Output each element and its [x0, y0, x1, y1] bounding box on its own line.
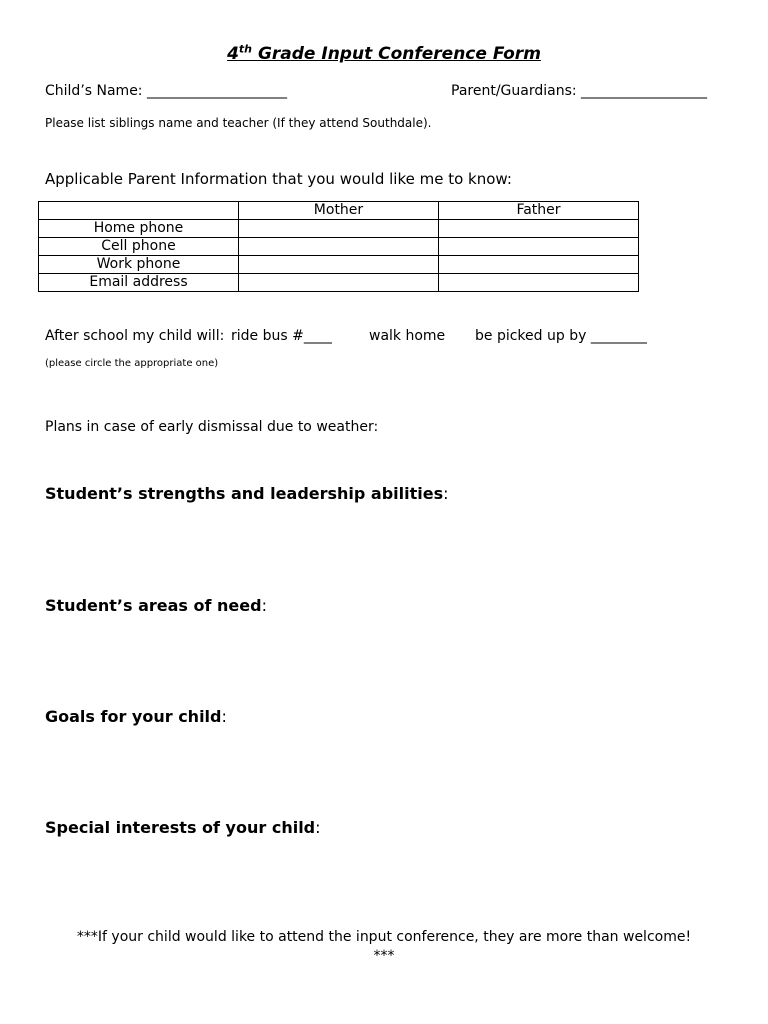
- after-school-prefix: After school my child will:: [45, 328, 225, 344]
- section-interests-colon: :: [315, 818, 321, 837]
- mother-work-phone-cell[interactable]: [239, 256, 439, 274]
- form-title: [0, 44, 768, 64]
- mother-cell-phone-cell[interactable]: [239, 238, 439, 256]
- table-row: [39, 256, 639, 274]
- option-ride-bus[interactable]: ride bus #____: [231, 328, 332, 344]
- section-areas-of-need-label: Student’s areas of need: [45, 596, 262, 615]
- option-walk-home[interactable]: walk home: [369, 328, 446, 344]
- title-text: Grade Input Conference Form: [257, 44, 541, 64]
- table-header-cell: [39, 202, 239, 220]
- table-row: [39, 238, 639, 256]
- mother-email-cell[interactable]: [239, 274, 439, 292]
- row-label-home-phone: Home phone: [39, 220, 239, 238]
- father-home-phone-cell[interactable]: [439, 220, 639, 238]
- siblings-instruction: Please list siblings name and teacher (If they attend Southdale).: [45, 116, 432, 130]
- footer-line-2: ***: [373, 948, 395, 964]
- section-strengths-heading: [45, 484, 449, 503]
- early-dismissal-prompt: Plans in case of early dismissal due to weather:: [45, 419, 379, 435]
- section-interests-label: Special interests of your child: [45, 818, 316, 837]
- option-picked-up[interactable]: be picked up by ________: [475, 328, 647, 344]
- footer-line-1: ***If your child would like to attend the input conference, they are more than welcome!: [76, 929, 692, 945]
- table-header-father: Father: [439, 202, 639, 220]
- father-work-phone-cell[interactable]: [439, 256, 639, 274]
- section-strengths-label: Student’s strengths and leadership abilities: [45, 484, 444, 503]
- father-cell-phone-cell[interactable]: [439, 238, 639, 256]
- section-goals-colon: :: [221, 707, 227, 726]
- mother-home-phone-cell[interactable]: [239, 220, 439, 238]
- section-goals-heading: [45, 707, 227, 726]
- footer-note: [0, 928, 768, 966]
- section-interests-heading: [45, 818, 321, 837]
- parent-info-heading: Applicable Parent Information that you would like me to know:: [45, 170, 512, 188]
- title-superscript: th: [238, 42, 253, 56]
- childs-name-field[interactable]: Child’s Name: ____________________: [45, 83, 287, 99]
- parent-contact-table: [38, 201, 639, 292]
- section-strengths-colon: :: [443, 484, 449, 503]
- row-label-email-address: Email address: [39, 274, 239, 292]
- section-areas-of-need-heading: [45, 596, 267, 615]
- parent-guardians-field[interactable]: Parent/Guardians: __________________: [451, 83, 708, 99]
- table-row: [39, 220, 639, 238]
- section-goals-label: Goals for your child: [45, 707, 222, 726]
- table-row: [39, 274, 639, 292]
- table-header-mother: Mother: [239, 202, 439, 220]
- father-email-cell[interactable]: [439, 274, 639, 292]
- section-areas-of-need-colon: :: [261, 596, 267, 615]
- row-label-work-phone: Work phone: [39, 256, 239, 274]
- circle-instruction: (please circle the appropriate one): [45, 358, 219, 369]
- row-label-cell-phone: Cell phone: [39, 238, 239, 256]
- table-header-row: [39, 202, 639, 220]
- title-grade-number: 4: [227, 44, 239, 64]
